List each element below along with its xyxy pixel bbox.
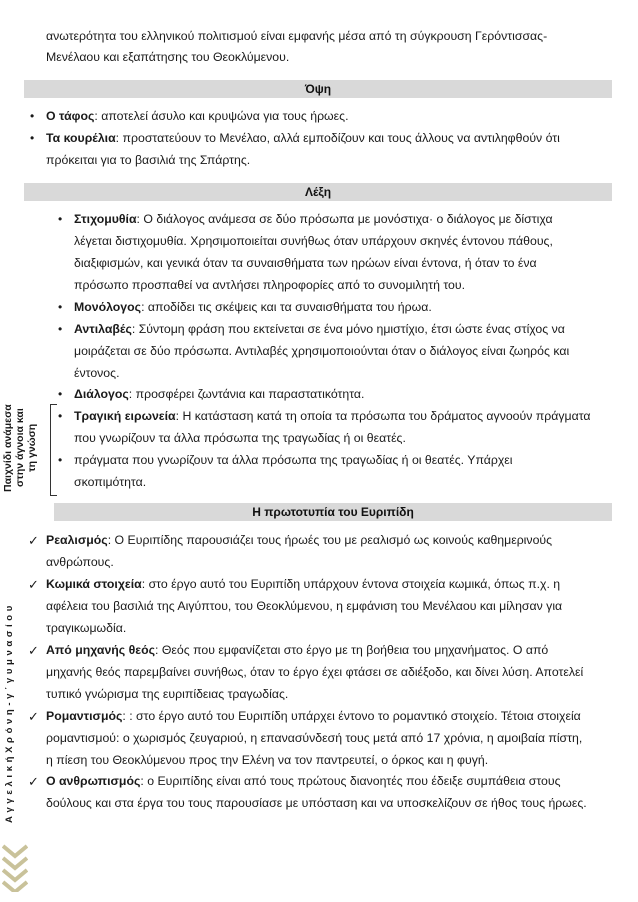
check-icon: ✓ xyxy=(28,774,39,789)
bullet-icon: • xyxy=(58,453,63,467)
section-heading-lexi: Λέξη xyxy=(24,183,612,201)
protot-line: τυπικό γνώρισμα της ευριπίδειας τραγωδίας. xyxy=(46,687,289,701)
bullet-icon: • xyxy=(30,109,35,123)
desc: : αποτελεί άσυλο και κρυψώνα για τους ήρωες. xyxy=(94,109,349,123)
protot-line: ανθρώπους. xyxy=(46,555,114,569)
check-icon: ✓ xyxy=(28,643,39,658)
term: Στιχομυθία xyxy=(74,212,137,226)
term: Ο ανθρωπισμός xyxy=(46,774,141,788)
side-label-agnoia-gnosi: Παιχνίδι ανάμεσα στην άγνοια και τη γνώση xyxy=(2,404,38,492)
term: Ρομαντισμός xyxy=(46,709,123,723)
bullet-icon: • xyxy=(58,300,63,314)
bullet-icon: • xyxy=(58,322,63,336)
opsi-item-tafos xyxy=(46,106,612,128)
lexi-line: έντονος. xyxy=(74,366,120,380)
desc: : Ο Ευριπίδης παρουσιάζει τους ήρωές του με ρεαλισμό ως κοινούς καθημερινούς xyxy=(107,533,553,547)
protot-line: δούλους και στα έργα του τους παρουσίασε με υπόσταση και να υποσκελίζουν σε ήθος τους ήρωες. xyxy=(46,796,587,810)
intro-line-1: ανωτερότητα του ελληνικού πολιτισμού είναι εμφανής μέσα από τη σύγκρουση Γερόντισσας- xyxy=(46,29,548,43)
lexi-line: διαξιφισμών, και γενικά όταν τα συναισθήματα των ηρώων είναι έντονα, ή όταν το ένα xyxy=(74,256,537,270)
desc: : Ο διάλογος ανάμεσα σε δύο πρόσωπα με μονόστιχα· ο διάλογος με δίστιχα xyxy=(136,212,553,226)
protot-line: ρομαντισμού: ο χωρισμός ζευγαριού, η επανασύνδεσή τους μετά από 17 χρόνια, η αμοιβαία πίστη, xyxy=(46,731,583,745)
lexi-line: σκοπιμότητα. xyxy=(74,475,147,489)
protot-item-komika xyxy=(46,574,612,596)
lexi-line: που γνωρίζουν τα άλλα πρόσωπα της τραγωδίας ή οι θεατές. xyxy=(74,431,406,445)
term: Τα κουρέλια xyxy=(46,131,116,145)
opsi-item-kourelia xyxy=(46,128,612,150)
opsi-item-kourelia-cont: πρόκειται για το βασιλιά της Σπάρτης. xyxy=(46,153,251,167)
lexi-item-monologos xyxy=(74,297,612,319)
term: Μονόλογος xyxy=(74,300,142,314)
term: Ο τάφος xyxy=(46,109,95,123)
desc: : Η κατάσταση κατά τη οποία τα πρόσωπα του δράματος αγνοούν πράγματα xyxy=(175,409,591,423)
chevron-down-icon xyxy=(2,842,28,892)
lexi-item-stichomythia xyxy=(74,209,612,231)
desc: : προστατεύουν το Μενέλαο, αλλά εμποδίζουν και τους άλλους να αντιληφθούν ότι xyxy=(115,131,560,145)
lexi-item-antilaves xyxy=(74,319,612,341)
protot-item-realismos xyxy=(46,530,612,552)
protot-line: αφέλεια του βασιλιά της Αιγύπτου, του Θεοκλύμενου, η εμφάνιση του Μενέλαου και μίλησαν για xyxy=(46,599,563,613)
section-heading-prototypia: Η πρωτοτυπία του Ευριπίδη xyxy=(54,503,612,521)
lexi-line: μοιράζεται σε δύο πρόσωπα. Αντιλαβές χρησιμοποιούνται όταν ο διάλογος είναι ζωηρός και xyxy=(74,344,570,358)
bullet-icon: • xyxy=(58,409,63,423)
intro-line-2: Μενέλαου και εξαπάτησης του Θεοκλύμενου. xyxy=(46,50,290,64)
bullet-icon: • xyxy=(58,212,63,226)
term: Αντιλαβές xyxy=(74,322,132,336)
lexi-line: πρόσωπο προσπαθεί να αντλήσει πληροφορίες από το συνομιλητή του. xyxy=(74,278,466,292)
protot-line: η πίεση του Θεοκλύμενου προς την Ελένη να τον παντρευτεί, ο όρκος και η φυγή. xyxy=(46,753,489,767)
protot-item-romantismos xyxy=(46,706,612,728)
desc: : στο έργο αυτό του Ευριπίδη υπάρχουν έντονα στοιχεία κωμικά, όπως π.χ. η xyxy=(141,577,561,591)
desc: : Θεός που εμφανίζεται στο έργο με τη βοήθεια του μηχανήματος. Ο από xyxy=(155,643,549,657)
protot-item-anthropismos xyxy=(46,771,612,793)
desc: : Σύντομη φράση που εκτείνεται σε ένα μόνο ημιστίχιο, έτσι ώστε ένας στίχος να xyxy=(131,322,565,336)
term: Τραγική ειρωνεία xyxy=(74,409,176,423)
lexi-item-tragiki-eironeia xyxy=(74,406,612,428)
check-icon: ✓ xyxy=(28,533,39,548)
protot-line: μηχανής θεός παρεμβαίνει συνήθως, όταν το έργο έχει φτάσει σε αδιέξοδο, και δίνει λύση. Αποτελεί xyxy=(46,665,584,679)
bullet-icon: • xyxy=(30,131,35,145)
check-icon: ✓ xyxy=(28,709,39,724)
desc: : ο Ευριπίδης είναι από τους πρώτους διανοητές που έδειξε συμπάθεια στους xyxy=(140,774,561,788)
lexi-line: λέγεται διστιχομυθία. Χρησιμοποιείται συνήθως όταν υπάρχουν σκηνές έντονου πάθους, xyxy=(74,234,553,248)
protot-item-apo-michanis xyxy=(46,640,612,662)
term: Διάλογος xyxy=(74,387,129,401)
side-brace xyxy=(50,404,57,496)
side-footer-author: Α γ γ ε λ ι κ ή Χ ρ ό ν η - γ ΄ γ υ μ ν α σ ί ο υ xyxy=(4,605,15,823)
lexi-item-dialogos xyxy=(74,384,612,406)
term: Κωμικά στοιχεία xyxy=(46,577,142,591)
bullet-icon: • xyxy=(58,387,63,401)
term: Από μηχανής θεός xyxy=(46,643,156,657)
lexi-item-continuation: πράγματα που γνωρίζουν τα άλλα πρόσωπα της τραγωδίας ή οι θεατές. Υπάρχει xyxy=(74,453,513,467)
desc: : προσφέρει ζωντάνια και παραστατικότητα. xyxy=(128,387,365,401)
check-icon: ✓ xyxy=(28,577,39,592)
desc: : αποδίδει τις σκέψεις και τα συναισθήματα του ήρωα. xyxy=(141,300,432,314)
desc: : : στο έργο αυτό του Ευριπίδη υπάρχει έντονο το ρομαντικό στοιχείο. Τέτοια στοιχεία xyxy=(122,709,581,723)
section-heading-opsi: Όψη xyxy=(24,80,612,98)
term: Ρεαλισμός xyxy=(46,533,108,547)
protot-line: τραγικωμωδία. xyxy=(46,621,127,635)
